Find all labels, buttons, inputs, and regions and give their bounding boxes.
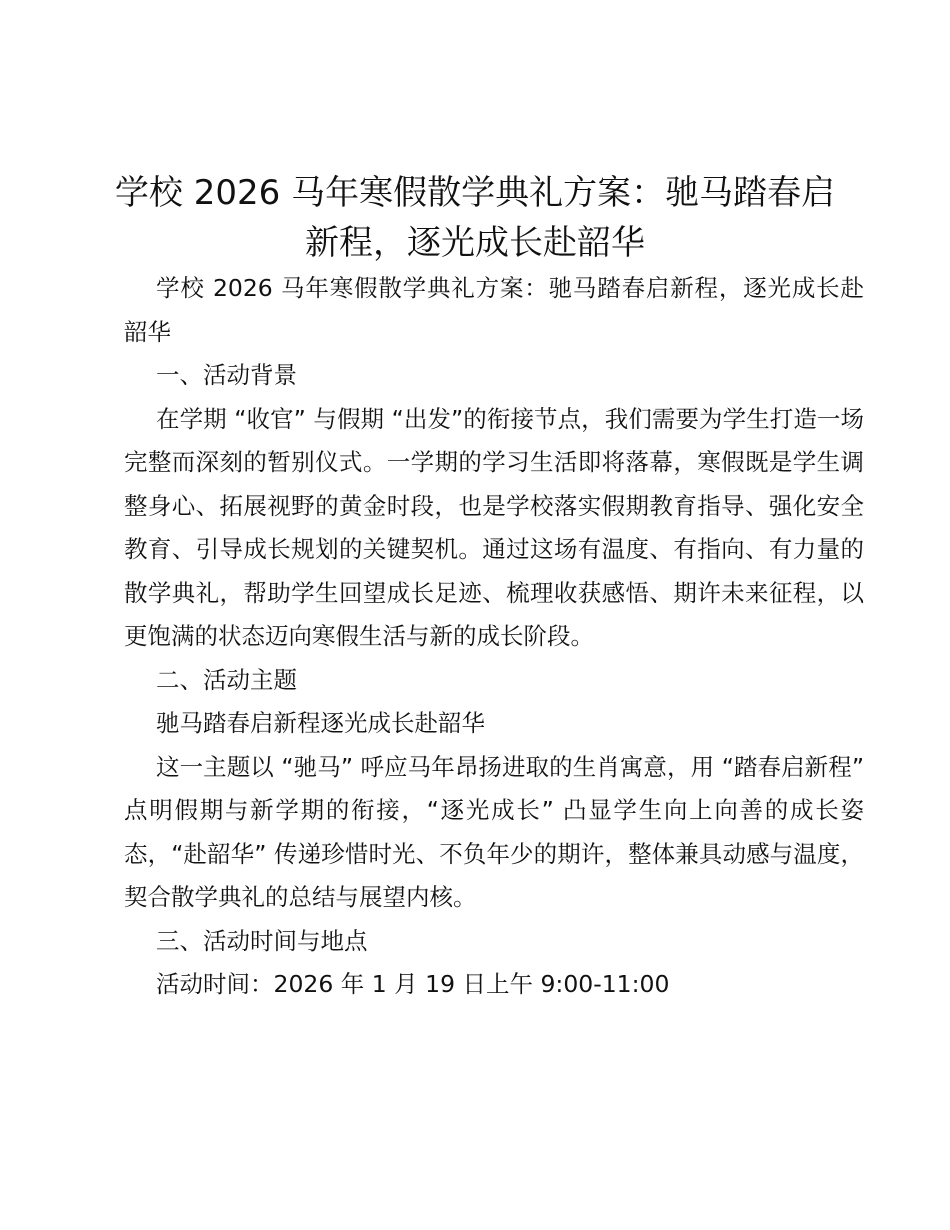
section-heading-theme: 二、活动主题 [156, 665, 297, 694]
activity-time-paragraph: 活动时间：2026 年 1 月 19 日上午 9:00-11:00 [156, 970, 670, 998]
document-title: 学校 2026 马年寒假散学典礼方案：驰马踏春启新程，逐光成长赴韶华 [114, 173, 836, 263]
document-body [124, 267, 864, 1007]
section-heading-time-place: 三、活动时间与地点 [156, 926, 368, 955]
theme-paragraph: 驰马踏春启新程逐光成长赴韶华 [156, 709, 485, 737]
background-paragraph: 在学期 “收官” 与假期 “出发”的衔接节点，我们需要为学生打造一场完整而深刻的暂别仪式。一学期的学习生活即将落幕，寒假既是学生调整身心、拓展视野的黄金时段，也是学校落实假期教育指导、强化安全教育、引导成长规划的关键契机。通过这场有温度、有指向、有力量的散学典礼，帮助学生回望成长足迹、梳理收获感悟、期许未来征程，以更饱满的状态迈向寒假生活与新的成长阶段。 [124, 404, 864, 650]
section-heading-background: 一、活动背景 [156, 361, 297, 389]
subtitle-paragraph: 学校 2026 马年寒假散学典礼方案：驰马踏春启新程，逐光成长赴韶华 [124, 274, 864, 346]
theme-explanation-paragraph: 这一主题以 “驰马” 呼应马年昂扬进取的生肖寓意，用 “踏春启新程” 点明假期与新学期的衔接，“逐光成长” 凸显学生向上向善的成长姿态，“赴韶华” 传递珍惜时光、不负年少的期许，整体兼具动感与温度，契合散学典礼的总结与展望内核。 [124, 752, 864, 911]
